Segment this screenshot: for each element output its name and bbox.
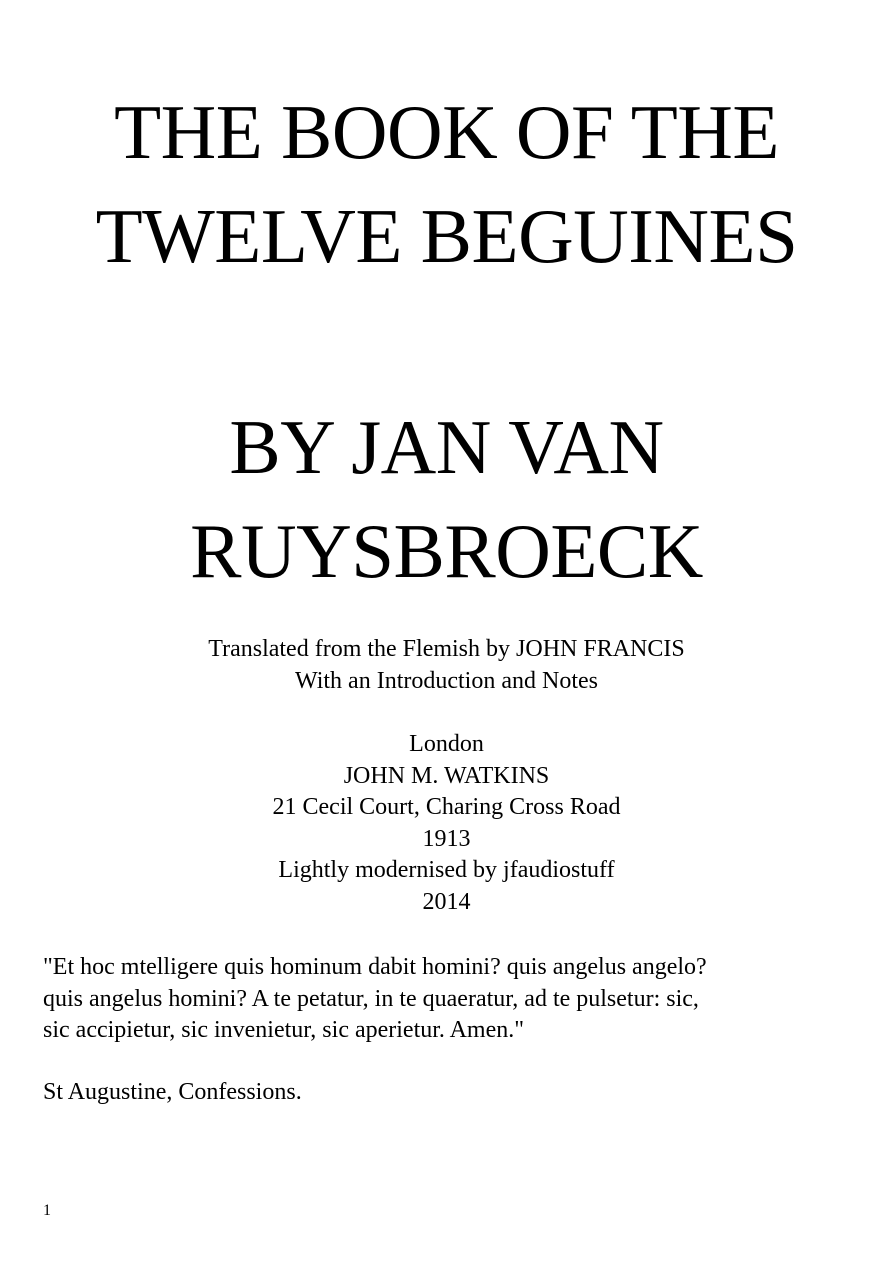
translator-line: Translated from the Flemish by JOHN FRANCIS xyxy=(208,636,685,662)
epigraph-attribution: St Augustine, Confessions. xyxy=(43,1079,302,1105)
book-title-line-2: TWELVE BEGUINES xyxy=(95,193,798,279)
publisher-name: JOHN M. WATKINS xyxy=(343,762,550,789)
epigraph-quote xyxy=(43,952,853,1047)
book-title-line-1: THE BOOK OF THE xyxy=(114,89,779,175)
author-heading-line-2: RUYSBROECK xyxy=(190,508,703,594)
author-heading xyxy=(0,395,893,603)
publisher-address: 21 Cecil Court, Charing Cross Road xyxy=(272,794,621,820)
introduction-line: With an Introduction and Notes xyxy=(295,667,598,694)
publication-year: 1913 xyxy=(422,825,471,852)
publication-info xyxy=(0,729,893,918)
publication-city: London xyxy=(409,731,484,757)
epigraph-line-2: quis angelus homini? A te petatur, in te quaeratur, ad te pulsetur: sic, xyxy=(43,985,699,1012)
book-title xyxy=(0,80,893,288)
modernisation-credit: Lightly modernised by jfaudiostuff xyxy=(278,857,615,883)
page-number: 1 xyxy=(43,1202,51,1219)
author-heading-line-1: BY JAN VAN xyxy=(229,404,664,490)
translation-credits xyxy=(0,634,893,697)
modernisation-year: 2014 xyxy=(422,888,471,915)
epigraph-line-1: "Et hoc mtelligere quis hominum dabit homini? quis angelus angelo? xyxy=(43,954,707,980)
epigraph-line-3: sic accipietur, sic invenietur, sic aperietur. Amen." xyxy=(43,1017,525,1043)
